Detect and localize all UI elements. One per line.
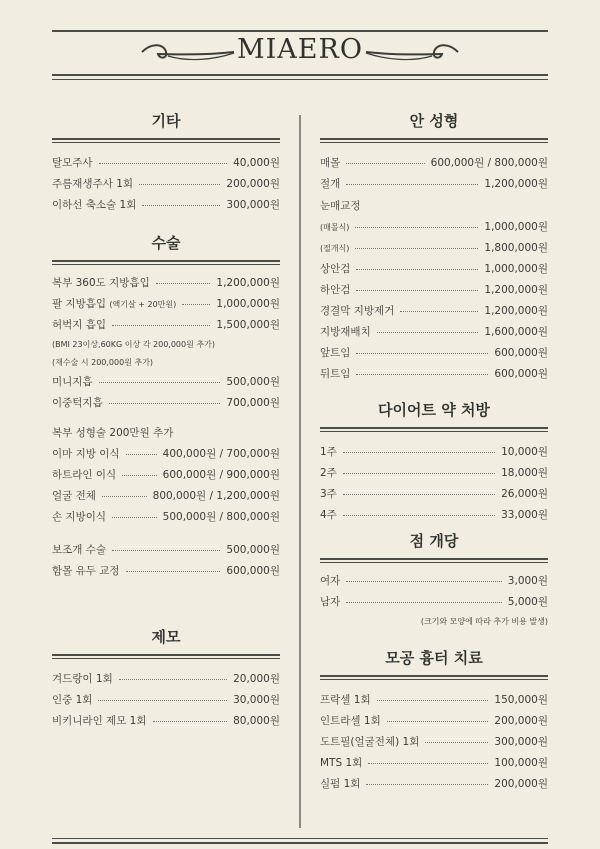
price-row: 복부 360도 지방흡입 1,200,000원 xyxy=(52,277,280,289)
price-row: 하트라인 이식 600,000원 / 900,000원 xyxy=(52,469,280,481)
section-title-pore-scar: 모공 흉터 치료 xyxy=(385,649,483,667)
section-title-diet: 다이어트 약 처방 xyxy=(378,401,490,419)
footer-thin-rule xyxy=(52,838,548,839)
subheading: 복부 성형술 200만원 추가 xyxy=(52,427,174,439)
price-row: 3주 26,000원 xyxy=(320,488,548,500)
note-text: (BMI 23이상,60KG 이상 각 200,000원 추가) xyxy=(52,340,215,349)
price-row: 탈모주사 40,000원 xyxy=(52,157,280,169)
price-row: 지방재배치 1,600,000원 xyxy=(320,326,548,338)
price-row: 겨드랑이 1회 20,000원 xyxy=(52,673,280,685)
price-row: 인트라셀 1회 200,000원 xyxy=(320,715,548,727)
price-row: 4주 33,000원 xyxy=(320,509,548,521)
price-row: 이하선 축소술 1회 300,000원 xyxy=(52,199,280,211)
price-row: 앞트임 600,000원 xyxy=(320,347,548,359)
price-row: 이마 지방 이식 400,000원 / 700,000원 xyxy=(52,448,280,460)
price-row: 하안검 1,200,000원 xyxy=(320,284,548,296)
price-row: 여자 3,000원 xyxy=(320,575,548,587)
section-title-eye-surgery: 안 성형 xyxy=(409,112,459,130)
price-row: 허벅지 흡입 1,500,000원 xyxy=(52,319,280,331)
section-title-mole: 점 개당 xyxy=(409,532,459,550)
section-title-hair-removal: 제모 xyxy=(151,628,181,646)
price-row: 팔 지방흡입 (액기살 + 20만원) 1,000,000원 xyxy=(52,298,280,310)
price-row: 도트필(얼굴전체) 1회 300,000원 xyxy=(320,736,548,748)
header-bottom-rule xyxy=(52,74,548,76)
price-row: 보조개 수술 500,000원 xyxy=(52,544,280,556)
price-row: 손 지방이식 500,000원 / 800,000원 xyxy=(52,511,280,523)
column-divider xyxy=(299,115,301,828)
price-row: 미니지흡 500,000원 xyxy=(52,376,280,388)
price-row: 프락셀 1회 150,000원 xyxy=(320,694,548,706)
price-row: 경결막 지방제거 1,200,000원 xyxy=(320,305,548,317)
price-row: MTS 1회 100,000원 xyxy=(320,757,548,769)
price-row: 실펌 1회 200,000원 xyxy=(320,778,548,790)
note-text: (크기와 모양에 따라 추가 비용 발생) xyxy=(420,617,548,626)
price-row: 매몰 600,000원 / 800,000원 xyxy=(320,157,548,169)
right-flourish-icon xyxy=(362,40,462,64)
price-row: 주름재생주사 1회 200,000원 xyxy=(52,178,280,190)
price-row: 얼굴 전체 800,000원 / 1,200,000원 xyxy=(52,490,280,502)
price-row: 남자 5,000원 xyxy=(320,596,548,608)
page-title: MIAERO xyxy=(237,34,363,65)
header-top-rule xyxy=(52,30,548,32)
section-title-misc: 기타 xyxy=(151,112,181,130)
price-row: 이중턱지흡 700,000원 xyxy=(52,397,280,409)
header-bottom-thin-rule xyxy=(52,79,548,80)
subheading: 눈매교정 xyxy=(320,200,361,212)
left-column xyxy=(52,110,280,732)
footer-rule xyxy=(52,842,548,844)
price-row: 뒤트임 600,000원 xyxy=(320,368,548,380)
price-row: 절개 1,200,000원 xyxy=(320,178,548,190)
price-row: 비키니라인 제모 1회 80,000원 xyxy=(52,715,280,727)
price-row: 인중 1회 30,000원 xyxy=(52,694,280,706)
right-column xyxy=(320,110,548,795)
price-row: (절개식) 1,800,000원 xyxy=(320,242,548,254)
price-row: 상안검 1,000,000원 xyxy=(320,263,548,275)
section-title-surgery: 수술 xyxy=(151,234,181,252)
note-text: (재수술 시 200,000원 추가) xyxy=(52,358,154,367)
price-row: 함몰 유두 교정 600,000원 xyxy=(52,565,280,577)
price-row: (매몰식) 1,000,000원 xyxy=(320,221,548,233)
price-row: 1주 10,000원 xyxy=(320,446,548,458)
price-row: 2주 18,000원 xyxy=(320,467,548,479)
